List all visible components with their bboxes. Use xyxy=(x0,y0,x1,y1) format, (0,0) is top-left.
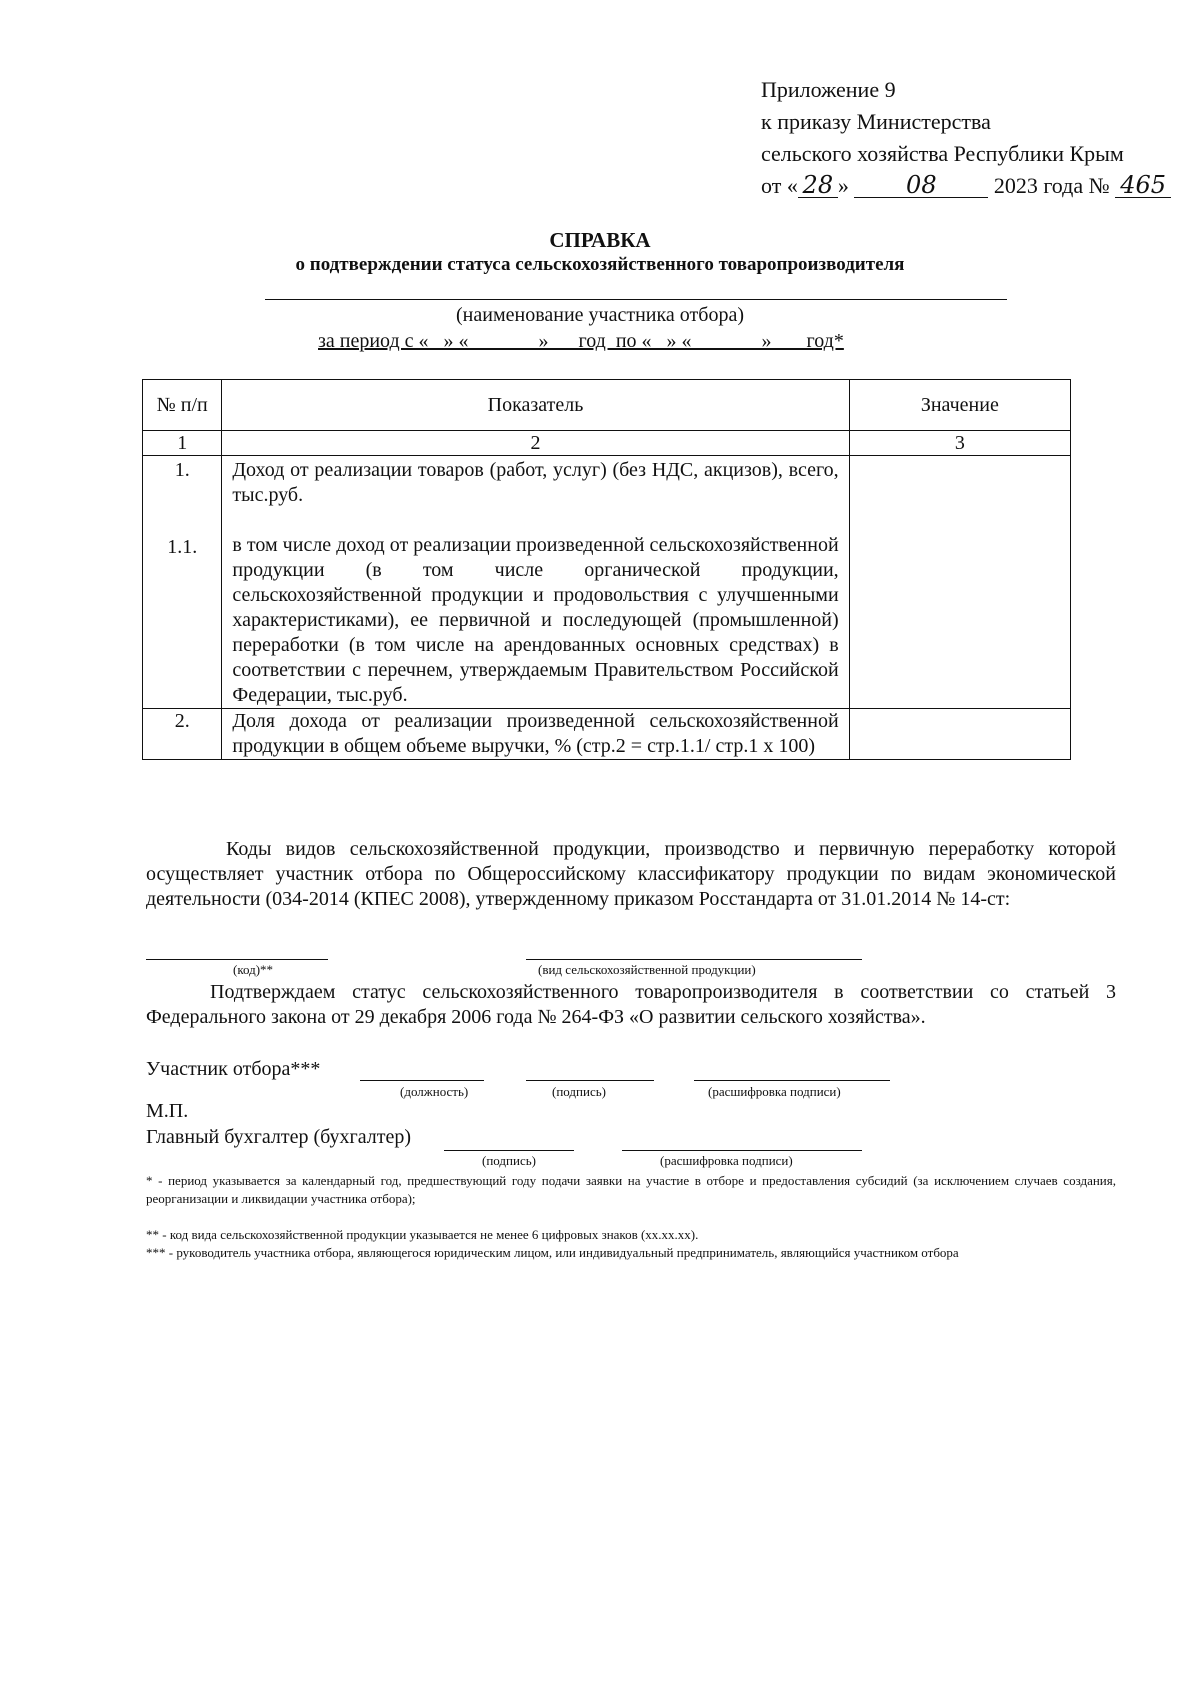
product-line xyxy=(526,959,862,960)
participant-caption: (наименование участника отбора) xyxy=(456,304,744,326)
date-mid: » xyxy=(837,173,849,198)
row-1-text: Доход от реализации товаров (работ, услуг) (без НДС, акцизов), всего, тыс.руб. xyxy=(232,459,839,506)
table-row xyxy=(143,456,1071,709)
appendix-line-1: Приложение 9 xyxy=(761,77,896,102)
order-month: 08 xyxy=(854,173,988,198)
year-text: 2023 года № xyxy=(993,173,1110,198)
indicator-table xyxy=(142,379,1071,760)
row-num-cell xyxy=(143,456,222,709)
code-line xyxy=(146,959,328,960)
row-value-cell[interactable] xyxy=(849,709,1070,760)
row-indicator-cell xyxy=(222,456,849,709)
accountant-label: Главный бухгалтер (бухгалтер) xyxy=(146,1126,412,1148)
signature-caption: (подпись) xyxy=(552,1084,606,1099)
table-row xyxy=(143,709,1071,760)
col-number-3: 3 xyxy=(849,431,1070,456)
row-1-1-text: в том числе доход от реализации произведенной сельскохозяйственной продукции (в том числе органической продукции, сельскохозяйственной продукции и продовольствия с улучшенными характеристиками), ее первичной и последующей (промышленной) переработки (в том числе на арендованных основных средствах) в соответствии с перечнем, утверждаемым Правительством Российской Федерации, тыс.руб. xyxy=(232,534,839,706)
period-line: за период с « » « » год по « » « » год* xyxy=(318,330,844,352)
acc-decode-caption: (расшифровка подписи) xyxy=(660,1153,793,1168)
row-2-num: 2. xyxy=(174,710,190,732)
footnote-3: *** - руководитель участника отбора, являющегося юридическим лицом, или индивидуальный предприниматель, являющийся участником отбора xyxy=(146,1245,959,1260)
appendix-date-line xyxy=(761,170,1171,202)
position-caption: (должность) xyxy=(400,1084,469,1099)
row-indicator-cell xyxy=(222,709,849,760)
row-1-1-num: 1.1. xyxy=(167,536,198,558)
date-prefix: от « xyxy=(761,173,798,198)
footnote-1: * - период указывается за календарный год, предшествующий году подачи заявки на участие в отборе и предоставления субсидий (за исключением случаев создания, реорганизации и ликвидации участника отбора); xyxy=(146,1173,1116,1206)
header-indicator: Показатель xyxy=(222,380,849,431)
row-value-cell[interactable] xyxy=(849,456,1070,709)
confirm-paragraph: Подтверждаем статус сельскохозяйственного товаропроизводителя в соответствии со статьей 3 Федерального закона от 29 декабря 2006 года № 264-ФЗ «О развитии сельского хозяйства». xyxy=(146,981,1116,1028)
col-number-1: 1 xyxy=(143,431,222,456)
col-number-2: 2 xyxy=(222,431,849,456)
participant-name-line xyxy=(265,299,1007,300)
code-caption: (код)** xyxy=(233,962,274,977)
acc-decode-line xyxy=(622,1150,862,1151)
codes-paragraph: Коды видов сельскохозяйственной продукции, производство и первичную переработку которой осуществляет участник отбора по Общероссийскому классификатору продукции по видам экономической деятельности (034-2014 (КПЕС 2008), утвержденному приказом Росстандарта от 31.01.2014 № 14-ст: xyxy=(146,838,1116,910)
row-num-cell xyxy=(143,709,222,760)
row-1-num: 1. xyxy=(174,459,190,481)
stamp-label: М.П. xyxy=(146,1100,189,1122)
footnote-2: ** - код вида сельскохозяйственной продукции указывается не менее 6 цифровых знаков (хх.хх.хх). xyxy=(146,1227,699,1242)
product-caption: (вид сельскохозяйственной продукции) xyxy=(538,962,756,977)
appendix-line-3: сельского хозяйства Республики Крым xyxy=(761,141,1124,166)
decode-line xyxy=(694,1080,890,1081)
position-line xyxy=(360,1080,484,1081)
appendix-line-2: к приказу Министерства xyxy=(761,109,991,134)
order-number: 465 xyxy=(1115,173,1171,198)
appendix-block xyxy=(761,74,1171,202)
column-number-row xyxy=(143,431,1071,456)
decode-caption: (расшифровка подписи) xyxy=(708,1084,841,1099)
table-header-row xyxy=(143,380,1071,431)
acc-signature-caption: (подпись) xyxy=(482,1153,536,1168)
row-2-text: Доля дохода от реализации произведенной сельскохозяйственной продукции в общем объеме выручки, % (стр.2 = стр.1.1/ стр.1 х 100) xyxy=(232,710,839,757)
order-day: 28 xyxy=(798,173,838,198)
acc-signature-line xyxy=(444,1150,574,1151)
header-num: № п/п xyxy=(143,380,222,431)
header-value: Значение xyxy=(849,380,1070,431)
document-title: СПРАВКА xyxy=(549,228,651,252)
signature-line xyxy=(526,1080,654,1081)
participant-label: Участник отбора*** xyxy=(146,1058,321,1080)
document-subtitle: о подтверждении статуса сельскохозяйственного товаропроизводителя xyxy=(295,254,905,275)
